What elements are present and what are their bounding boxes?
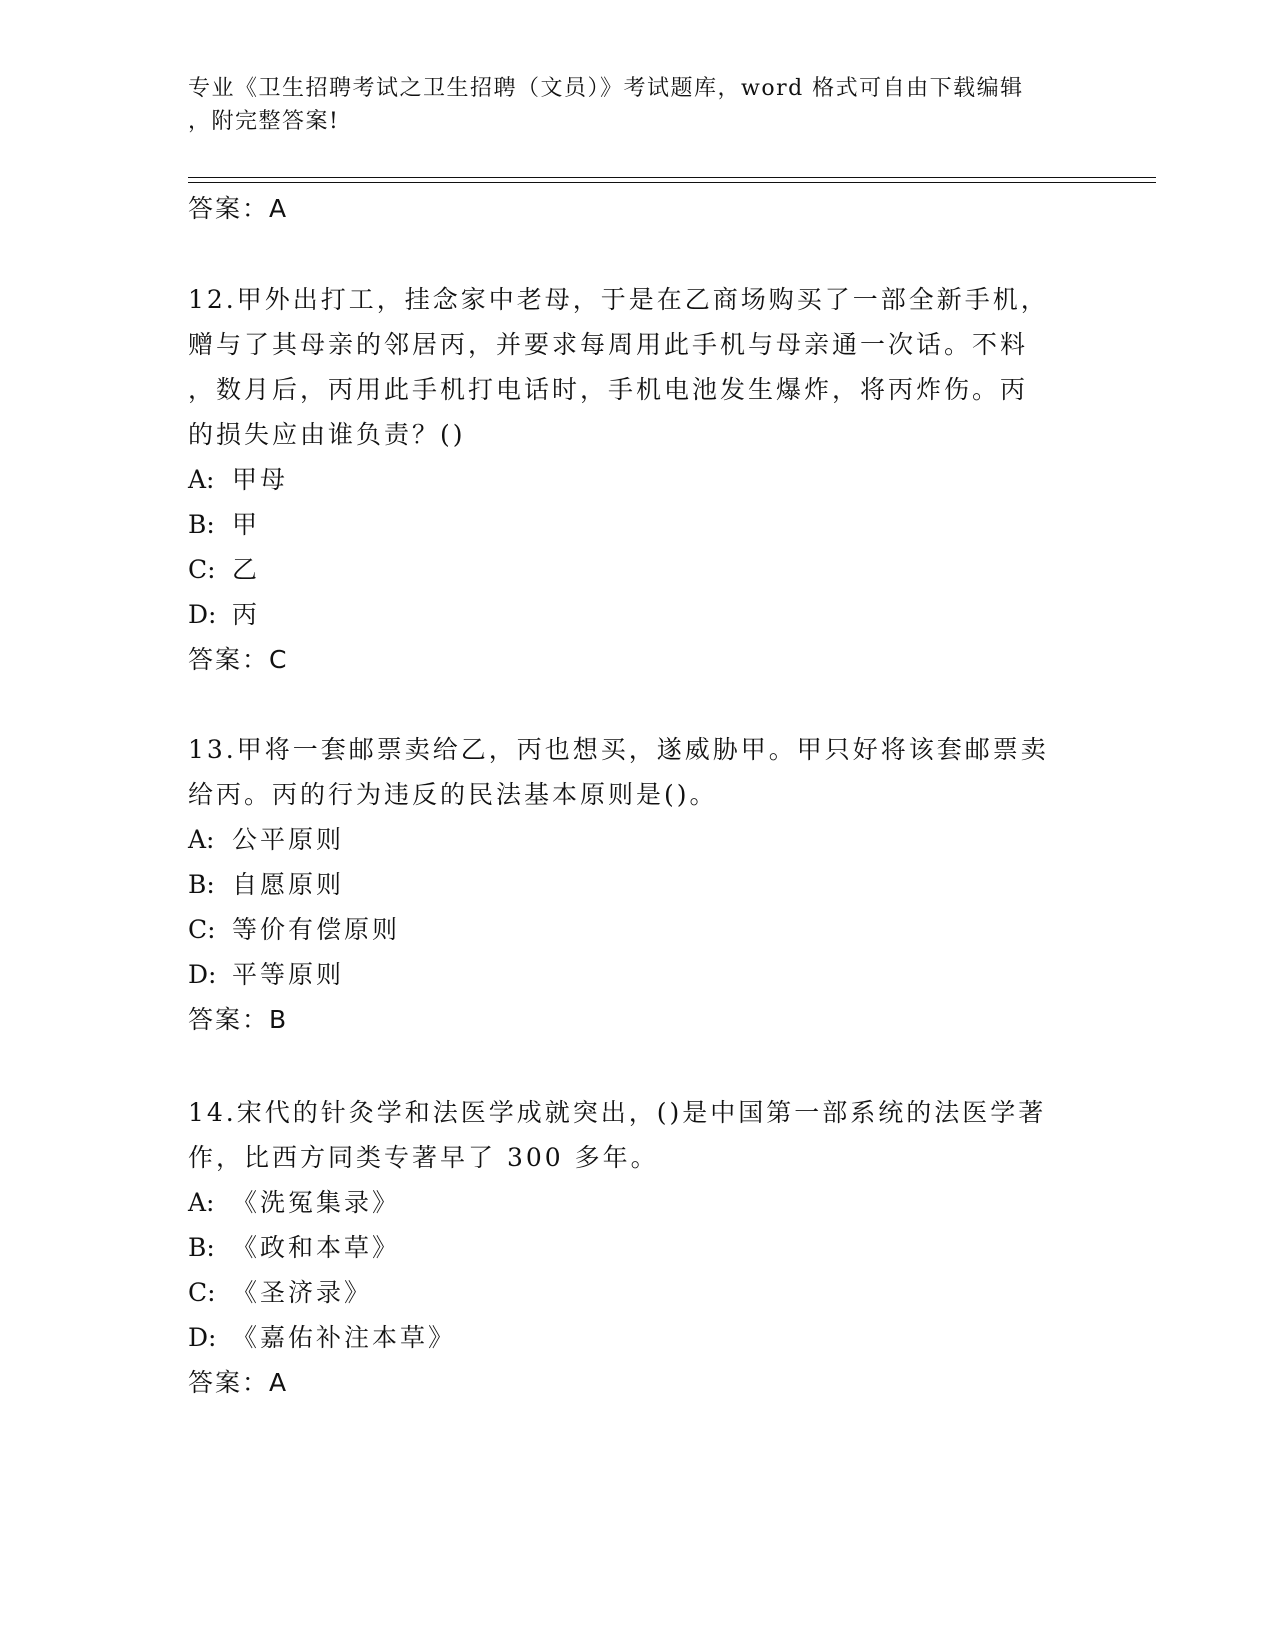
option-key: D: bbox=[188, 600, 217, 629]
option-key: A: bbox=[188, 1188, 215, 1217]
option-key: C: bbox=[188, 555, 216, 584]
header-divider-bottom bbox=[188, 182, 1156, 183]
option-text: 甲 bbox=[232, 510, 261, 539]
option-b bbox=[188, 870, 344, 900]
option-a bbox=[188, 1188, 400, 1218]
option-key: D: bbox=[188, 1323, 217, 1352]
option-key: B: bbox=[188, 1233, 215, 1262]
answer-14: 答案：A bbox=[188, 1368, 289, 1397]
option-text: 自愿原则 bbox=[232, 870, 345, 899]
option-b bbox=[188, 1233, 400, 1263]
question-stem-line: 12.甲外出打工，挂念家中老母，于是在乙商场购买了一部全新手机， bbox=[188, 285, 1049, 314]
option-text: 乙 bbox=[232, 555, 261, 584]
option-text: 《政和本草》 bbox=[232, 1233, 401, 1262]
option-d bbox=[188, 1323, 456, 1353]
option-key: D: bbox=[188, 960, 217, 989]
question-stem-line: 给丙。丙的行为违反的民法基本原则是()。 bbox=[188, 780, 718, 809]
option-c bbox=[188, 1278, 372, 1308]
option-text: 《洗冤集录》 bbox=[232, 1188, 401, 1217]
option-b bbox=[188, 510, 260, 540]
header-divider-top bbox=[188, 177, 1156, 178]
option-text: 甲母 bbox=[232, 465, 289, 494]
question-stem-line: 赠与了其母亲的邻居丙，并要求每周用此手机与母亲通一次话。不料 bbox=[188, 330, 1029, 359]
option-c bbox=[188, 555, 260, 585]
option-key: B: bbox=[188, 870, 215, 899]
document-header bbox=[188, 72, 1088, 138]
option-text: 等价有偿原则 bbox=[232, 915, 401, 944]
option-text: 公平原则 bbox=[232, 825, 345, 854]
option-key: B: bbox=[188, 510, 215, 539]
option-text: 《圣济录》 bbox=[232, 1278, 373, 1307]
question-stem-line: 的损失应由谁负责？() bbox=[188, 420, 466, 449]
header-line-1: 专业《卫生招聘考试之卫生招聘（文员）》考试题库，word 格式可自由下载编辑 bbox=[188, 76, 1024, 101]
option-key: C: bbox=[188, 915, 216, 944]
option-c bbox=[188, 915, 400, 945]
option-text: 平等原则 bbox=[232, 960, 345, 989]
option-d bbox=[188, 600, 260, 630]
option-key: C: bbox=[188, 1278, 216, 1307]
header-line-2: ，附完整答案! bbox=[188, 109, 340, 134]
question-stem-line: 作，比西方同类专著早了 300 多年。 bbox=[188, 1143, 659, 1172]
option-a bbox=[188, 465, 288, 495]
option-text: 《嘉佑补注本草》 bbox=[232, 1323, 457, 1352]
answer-12: 答案：C bbox=[188, 645, 289, 674]
option-text: 丙 bbox=[232, 600, 261, 629]
question-stem-line: 14.宋代的针灸学和法医学成就突出，()是中国第一部系统的法医学著 bbox=[188, 1098, 1047, 1127]
question-stem-line: 13.甲将一套邮票卖给乙，丙也想买，遂威胁甲。甲只好将该套邮票卖 bbox=[188, 735, 1049, 764]
option-key: A: bbox=[188, 465, 215, 494]
option-d bbox=[188, 960, 344, 990]
option-key: A: bbox=[188, 825, 215, 854]
question-stem-line: ，数月后，丙用此手机打电话时，手机电池发生爆炸，将丙炸伤。丙 bbox=[188, 375, 1029, 404]
answer-previous: 答案：A bbox=[188, 194, 289, 223]
option-a bbox=[188, 825, 344, 855]
answer-13: 答案：B bbox=[188, 1005, 289, 1034]
